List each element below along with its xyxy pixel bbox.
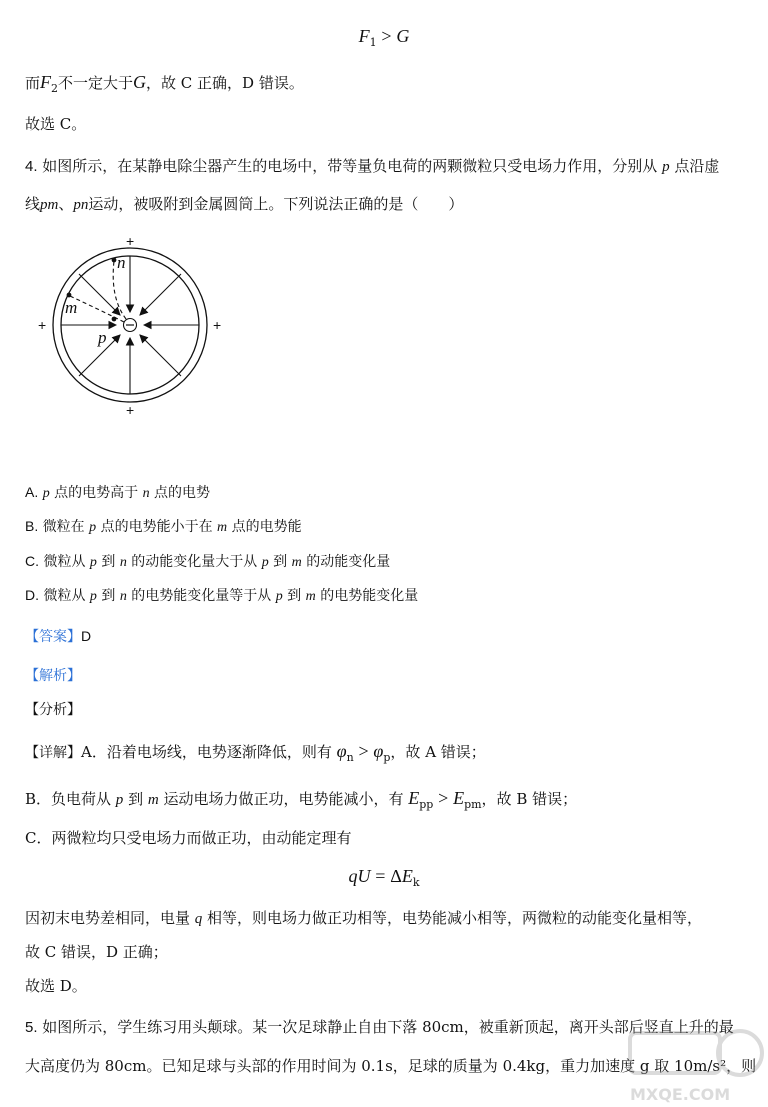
- watermark-logo: [620, 1025, 768, 1107]
- answer-line: 【答案】D: [25, 628, 92, 645]
- question-5-line2: 大高度仍为 80cm。已知足球与头部的作用时间为 0.1s，足球的质量为 0.4kg，重力加速度 g 取 10m/s²，则: [25, 1057, 757, 1075]
- prev-conclusion-line: 而$F_2$不一定大于G，故 C 正确，D 错误。: [25, 72, 304, 95]
- plus-left: +: [38, 317, 47, 333]
- analysis-tag: 【解析】: [25, 668, 81, 684]
- detail-b: B．负电荷从 p 到 m 运动电场力做正功，电势能减小，有 $E_{pp} > E_{pm}$，故 B 错误；: [25, 788, 578, 811]
- label-m: m: [65, 298, 78, 317]
- fenxi-tag: 【分析】: [25, 702, 81, 718]
- detail-c: C．两微粒均只受电场力而做正功，由动能定理有: [25, 829, 352, 847]
- plus-bottom: +: [126, 402, 135, 418]
- detail-a: 【详解】A．沿着电场线，电势逐渐降低，则有 $\varphi_n > \varphi_p$，故 A 错误；: [25, 741, 486, 764]
- detail-final: 故选 D。: [25, 977, 87, 995]
- prev-final-choice: 故选 C。: [25, 115, 87, 133]
- plus-top: +: [126, 233, 135, 249]
- formula-qu-delta-ek: qU = $\Delta E_k$: [348, 866, 420, 889]
- electrostatic-precipitator-diagram: [30, 228, 230, 423]
- plus-right: +: [213, 317, 222, 333]
- option-c: C. 微粒从 p 到 n 的动能变化量大于从 p 到 m 的动能变化量: [25, 553, 391, 570]
- question-5-line1: 5. 如图所示，学生练习用头颠球。某一次足球静止自由下落 80cm，被重新顶起，离开头部后竖直上升的最: [25, 1018, 734, 1036]
- label-p: p: [98, 328, 107, 347]
- question-4-line1: 4. 如图所示，在某静电除尘器产生的电场中，带等量负电荷的两颗微粒只受电场力作用，分别从 p 点沿虚: [25, 157, 720, 175]
- detail-c-line2: 因初末电势差相同，电量 q 相等，则电场力做正功相等，电势能减小相等，两微粒的动能变化量相等，: [25, 909, 703, 927]
- detail-c-line3: 故 C 错误，D 正确；: [25, 943, 168, 961]
- label-n: n: [117, 253, 126, 272]
- option-a: A. p 点的电势高于 n 点的电势: [25, 484, 211, 501]
- option-d: D. 微粒从 p 到 n 的电势能变化量等于从 p 到 m 的电势能变化量: [25, 587, 419, 604]
- svg-text:MXQE.COM: MXQE.COM: [630, 1085, 731, 1104]
- formula-f1-gt-g: $F_1 > G$: [358, 26, 410, 49]
- option-b: B. 微粒在 p 点的电势能小于在 m 点的电势能: [25, 518, 302, 535]
- question-4-line2: 线pm、pn运动，被吸附到金属圆筒上。下列说法正确的是（ ）: [25, 195, 464, 213]
